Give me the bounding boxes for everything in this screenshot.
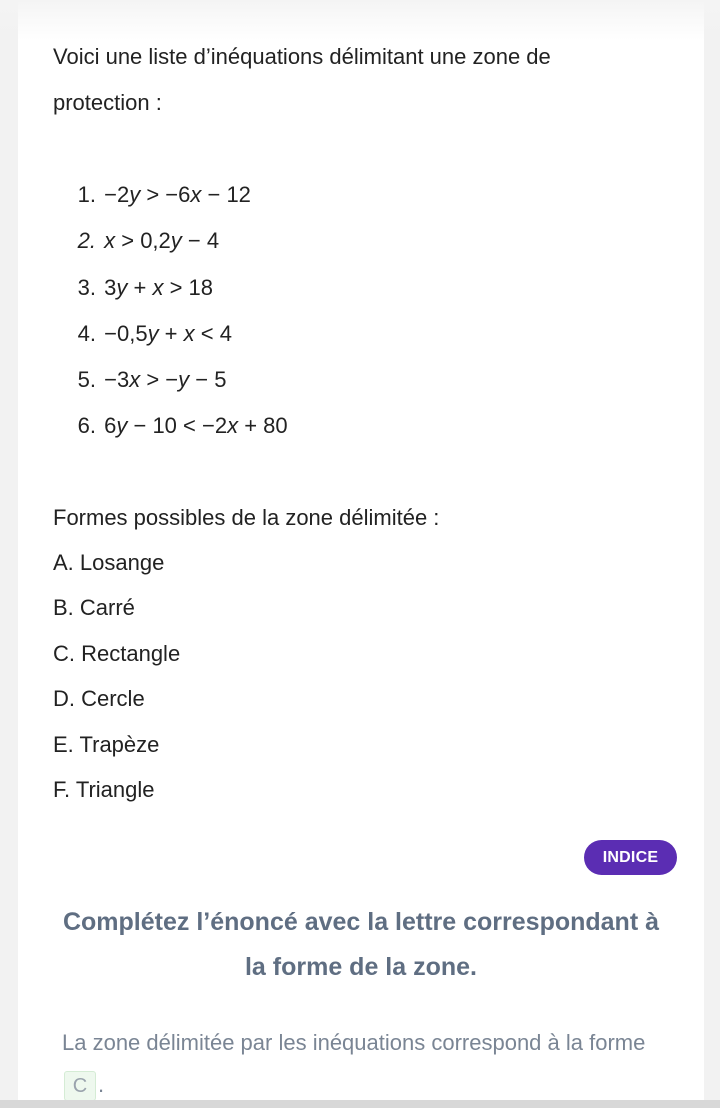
bottom-bar [0,1100,720,1108]
answer-input[interactable]: C [64,1071,96,1101]
shape-option-d: D. Cercle [53,686,145,711]
inequality-number: 5. [77,367,96,392]
math-part: > 18 [163,275,213,300]
math-variable: x [227,413,239,438]
math-variable: x [104,228,116,253]
math-part: − 5 [189,367,227,392]
answer-suffix: . [98,1072,105,1097]
intro-text: Voici une liste d’inéquations délimitant une zone de protection : [53,44,551,115]
math-part: + [127,275,153,300]
inequality-3 [68,265,213,311]
answer-sentence [62,1022,662,1106]
math-variable: y [178,367,190,392]
math-part: > 0,2 [115,228,171,253]
inequality-1 [68,172,251,218]
inequality-number: 6. [77,413,96,438]
inequality-5 [68,357,226,403]
inequality-6 [68,403,288,449]
math-part: − 12 [201,182,251,207]
shape-option-c: C. Rectangle [53,641,181,666]
math-part: − 4 [181,228,220,253]
answer-prefix: La zone délimitée par les inéquations correspond à la forme [62,1030,646,1055]
math-part: −0,5 [104,321,148,346]
math-variable: x [152,275,164,300]
math-part: 3 [104,275,117,300]
hint-button[interactable]: INDICE [584,840,677,875]
inequality-number: 3. [77,275,96,300]
math-part: −2 [104,182,130,207]
instruction-text: Complétez l’énoncé avec la lettre correspondant à la forme de la zone. [62,908,660,981]
math-part: > −6 [140,182,191,207]
inequality-number: 2. [77,228,96,253]
math-variable: x [183,321,195,346]
math-variable: x [129,367,141,392]
math-part: − 10 < −2 [127,413,228,438]
math-variable: y [116,275,128,300]
math-part: > − [140,367,179,392]
shapes-title: Formes possibles de la zone délimitée : [53,505,440,530]
math-variable: y [116,413,128,438]
math-variable: y [147,321,159,346]
inequality-number: 1. [77,182,96,207]
math-part: −3 [104,367,130,392]
math-variable: y [129,182,141,207]
math-part: < 4 [194,321,232,346]
shape-option-a: A. Losange [53,550,165,575]
shape-option-e: E. Trapèze [53,732,160,757]
inequality-4 [68,311,232,357]
math-part: + [158,321,184,346]
math-variable: x [190,182,202,207]
inequality-number: 4. [77,321,96,346]
shape-option-f: F. Triangle [53,777,155,802]
math-part: 6 [104,413,117,438]
math-variable: y [170,228,182,253]
inequality-2 [68,218,219,264]
shape-option-b: B. Carré [53,595,135,620]
math-part: + 80 [238,413,288,438]
